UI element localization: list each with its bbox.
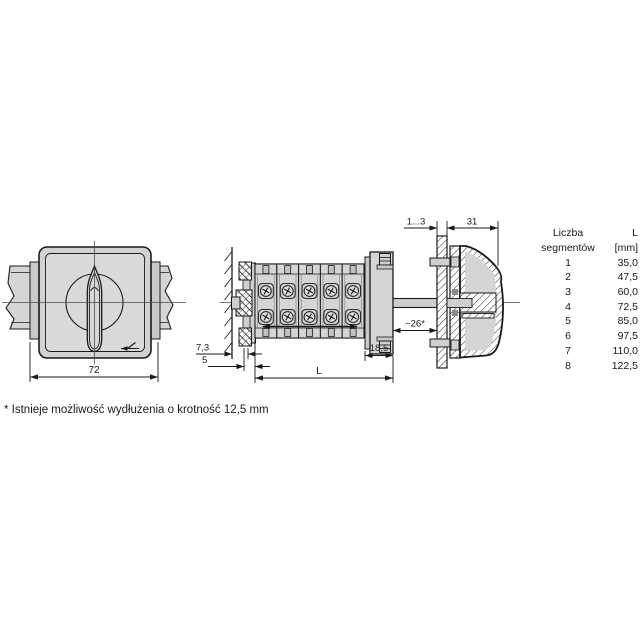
table-cell-segments: 3 — [565, 286, 571, 299]
dimension-26 — [393, 319, 437, 334]
table-header-segments-2: segmentów — [541, 242, 595, 255]
table-row — [532, 255, 638, 270]
panel-section — [437, 236, 447, 368]
dim-label-31: 31 — [466, 216, 478, 228]
dim-label-7-3: 7,3 — [196, 342, 210, 354]
dim-label-5: 5 — [202, 355, 208, 366]
table-header-segments-1: Liczba — [552, 227, 584, 240]
table-row — [532, 344, 638, 359]
table-cell-segments: 2 — [565, 271, 571, 284]
table-row — [532, 358, 638, 373]
dim-label-72: 72 — [88, 365, 100, 376]
table-header-row-1 — [532, 226, 638, 241]
escutcheon-boss-bottom — [451, 340, 459, 350]
table-header-length-1: L — [632, 227, 638, 240]
table-cell-segments: 1 — [565, 256, 571, 269]
panel-stud-bottom — [430, 339, 450, 347]
dim-label-L: L — [316, 366, 322, 377]
dim-label-1-3: 1...3 — [406, 216, 426, 228]
table-row — [532, 314, 638, 329]
table-cell-segments: 4 — [565, 300, 571, 313]
dim-label-18-5: 18,5 — [369, 343, 389, 354]
table-cell-length: 110,0 — [612, 344, 638, 357]
table-header-length-2: [mm] — [614, 242, 638, 255]
hub-clamp-bottom — [452, 310, 458, 316]
table-header-row-2 — [532, 241, 638, 256]
table-cell-length: 60,0 — [617, 286, 638, 299]
fixing-screw-top — [377, 254, 393, 270]
table-cell-length: 122,5 — [611, 359, 638, 372]
table-cell-segments: 8 — [565, 359, 571, 372]
dimension-1-3 — [404, 217, 455, 237]
footnote-extension-note: * Istnieje możliwość wydłużenia o krotność 12,5 mm — [4, 404, 269, 416]
side-view — [196, 217, 520, 384]
table-cell-segments: 7 — [565, 344, 571, 357]
handle-cross-section — [447, 246, 503, 358]
table-cell-length: 72,5 — [617, 300, 638, 313]
table-row — [532, 285, 638, 300]
rear-mounting-bracket — [232, 262, 256, 346]
segments-length-table — [532, 226, 638, 373]
table-cell-length: 47,5 — [617, 271, 638, 284]
panel-stud-top — [430, 258, 450, 266]
front-fixing-plate — [365, 252, 393, 354]
table-cell-segments: 5 — [565, 315, 571, 328]
table-row — [532, 329, 638, 344]
table-row — [532, 270, 638, 285]
table-cell-segments: 6 — [565, 330, 571, 343]
drive-shaft — [393, 299, 437, 308]
mounting-wall — [225, 247, 233, 359]
dim-label-26: ~26* — [405, 318, 425, 330]
table-cell-length: 35,0 — [617, 256, 638, 269]
knob-rib-section — [462, 314, 494, 319]
front-view — [2, 241, 186, 382]
escutcheon-boss-top — [451, 257, 459, 267]
table-cell-length: 85,0 — [617, 315, 638, 328]
hub-clamp-top — [452, 289, 458, 295]
shaft-in-hub — [447, 299, 472, 308]
table-cell-length: 97,5 — [617, 330, 638, 343]
switch-body-segments — [255, 264, 365, 338]
table-row — [532, 299, 638, 314]
dimension-L — [255, 356, 393, 383]
